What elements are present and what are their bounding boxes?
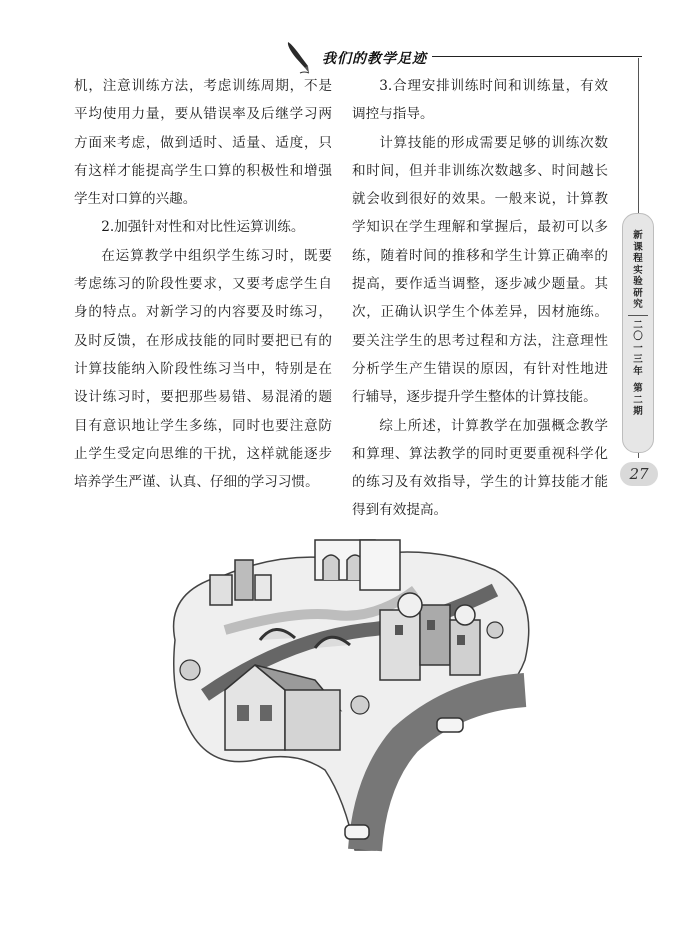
paragraph: 在运算教学中组织学生练习时，既要考虑练习的阶段性要求，又要考虑学生自身的特点。对新学习的内容要及时练习，及时反馈，在形成技能的同时要把已有的计算技能纳入阶段性练习当中，特别是在设计练习时，要把那些易错、易混淆的题目有意识地让学生多练，同时也要注意防止学生受定向思维的干扰，这样就能逐步培养学生严谨、认真、仔细的学习习惯。 [74, 247, 332, 491]
sidebar-issue: 第 二 期 [633, 383, 643, 417]
sidebar-journal: 新 课 程 实 验 研 究 [633, 230, 643, 310]
sidebar-year: 二 〇 一 三 年 [633, 319, 643, 377]
section-heading: 3.合理安排训练时间和训练量，有效调控与指导。 [352, 78, 608, 123]
left-column [74, 72, 332, 496]
page-number: 27 [620, 462, 658, 486]
paragraph: 综上所述，计算教学在加强概念教学和算理、算法教学的同时更要重视科学化的练习及有效指导，学生的计算技能才能得到有效提高。 [352, 417, 608, 519]
right-column [352, 72, 608, 525]
header-rule [432, 56, 642, 57]
running-header [282, 40, 642, 74]
header-title: 我们的教学足迹 [322, 51, 427, 67]
city-illustration [165, 520, 545, 860]
section-heading: 2.加强针对性和对比性运算训练。 [101, 219, 305, 236]
paragraph: 机，注意训练方法，考虑训练周期，不是平均使用力量，要从错误率及后继学习两方面来考虑，做到适时、适量、适度，只有这样才能提高学生口算的积极性和增强学生对口算的兴趣。 [74, 78, 332, 208]
pen-icon [282, 40, 318, 74]
sidebar-divider [628, 315, 648, 316]
paragraph: 计算技能的形成需要足够的训练次数和时间，但并非训练次数越多、时间越长就会收到很好的效果。一般来说，计算教学知识在学生理解和掌握后，最初可以多练，随着时间的推移和学生计算正确率的提高，要作适当调整，逐步减少题量。其次，正确认识学生个体差异，因材施练。要关注学生的思考过程和方法，注意理性分析学生产生错误的原因，有针对性地进行辅导，逐步提升学生整体的计算技能。 [352, 134, 608, 406]
sidebar-text [624, 230, 652, 418]
